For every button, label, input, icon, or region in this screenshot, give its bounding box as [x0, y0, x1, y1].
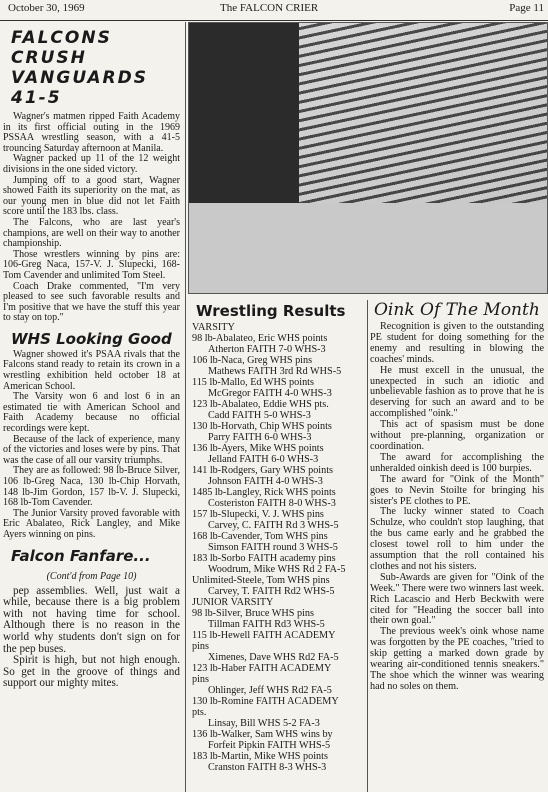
result-line: 1485 lb-Langley, Rick WHS points — [192, 487, 336, 498]
issue-date: October 30, 1969 — [8, 2, 85, 14]
paragraph: Wagner packed up 11 of the 12 weight divisions in the one sided victory. — [3, 153, 180, 175]
result-line: Johnson FAITH 4-0 WHS-3 — [208, 476, 323, 487]
result-line: Atherton FAITH 7-0 WHS-3 — [208, 344, 326, 355]
results-column — [192, 300, 365, 792]
headline-line-1: FALCONS CRUSH — [11, 28, 112, 68]
paragraph: pep assemblies. Well, just wait a while, because there is a big problem with not having time for school. Although there is no reason in the world why students don't sign on for the pep buses. — [3, 584, 180, 655]
paragraph: Wagner's matmen ripped Faith Academy in its first official outing in the 1969 PSSAA wrestling season, with a 41-5 trouncing Saturday afternoon at Manila. — [3, 111, 180, 154]
oink-article — [370, 322, 544, 693]
oink-title: Oink Of The Month — [374, 300, 540, 320]
result-line: Parry FAITH 6-0 WHS-3 — [208, 432, 312, 443]
result-line: Costeriston FAITH 8-0 WHS-3 — [208, 498, 336, 509]
result-line: 98 lb-Abalateo, Eric WHS points — [192, 333, 328, 344]
paragraph: The Junior Varsity proved favorable with Eric Abalateo, Rick Langley, and Mike Ayers winning on pins. — [3, 507, 180, 540]
result-line: Ohlinger, Jeff WHS Rd2 FA-5 — [208, 685, 332, 696]
paragraph: He must excell in the unusual, the unexpected in such an idiotic and unbelievable fashion as to prove that he is deserving for such an award and to be accomplished "oink." — [370, 364, 544, 420]
result-line: VARSITY — [192, 322, 235, 333]
newspaper-name: The FALCON CRIER — [220, 2, 319, 14]
headline-falcon-fanfare: Falcon Fanfare... — [11, 546, 151, 565]
paragraph: The award for accomplishing the unheralded oinkish deed is 100 burpies. — [370, 451, 544, 474]
paragraph: Spirit is high, but not high enough. So get in the groove of things and support our mighty mites. — [3, 654, 180, 690]
paragraph: Those wrestlers winning by pins are: 106-Greg Naca, 157-V. J. Slupecki, 168-Tom Cavender and unlimited Tom Steel. — [3, 248, 180, 281]
paragraph: Jumping off to a good start, Wagner showed Faith its superiority on the mat, as our young men in blue did not let Faith score until the 183 lbs. class. — [3, 174, 180, 218]
result-line: 130 lb-Romine FAITH ACADEMY — [192, 696, 339, 707]
results-list — [192, 322, 365, 773]
column-divider-1 — [185, 22, 186, 792]
article-falcon-fanfare — [3, 586, 180, 690]
result-line: Forfeit Pipkin FAITH WHS-5 — [208, 740, 331, 751]
result-line: Simson FAITH round 3 WHS-5 — [208, 542, 338, 553]
result-line: JUNIOR VARSITY — [192, 597, 274, 608]
result-line: 168 lb-Cavender, Tom WHS pins — [192, 531, 328, 542]
result-line: 136 lb-Walker, Sam WHS wins by — [192, 729, 333, 740]
result-line: pins — [192, 641, 209, 652]
result-line: pins — [192, 674, 209, 685]
article-falcons-crush — [3, 112, 180, 324]
result-line: 115 lb-Mallo, Ed WHS points — [192, 377, 314, 388]
paragraph: The award for "Oink of the Month" goes to Nevin Stoilte for bringing his sister's PE clothes to PE. — [370, 473, 544, 507]
result-line: McGregor FAITH 4-0 WHS-3 — [208, 388, 332, 399]
result-line: pts. — [192, 707, 207, 718]
result-line: 106 lb-Naca, Greg WHS pins — [192, 355, 313, 366]
result-line: Unlimited-Steele, Tom WHS pins — [192, 575, 330, 586]
headline-whs-looking-good: WHS Looking Good — [11, 329, 172, 348]
paragraph: Coach Drake commented, "I'm very pleased to see such favorable results and I'm positive that we have the stuff this year to stay on top." — [3, 280, 180, 324]
paragraph: Because of the lack of experience, many of the victories and loses were by pins. That was the case of all our varsity triumphs. — [3, 433, 180, 466]
result-line: Cranston FAITH 8-3 WHS-3 — [208, 762, 327, 773]
paragraph: The lucky winner stated to Coach Schulze, who couldn't stop laughing, that the bus came early and he grabbed the closest towel roll to him under the assumption that the roll contained his clothes and not his sisters. — [370, 506, 544, 572]
paragraph: The Varsity won 6 and lost 6 in an estimated tie with American School and Faith Academy because no official recordings were kept. — [3, 391, 180, 435]
result-line: 123 lb-Abalateo, Eddie WHS pts. — [192, 399, 329, 410]
result-line: 157 lb-Slupecki, V. J. WHS pins — [192, 509, 324, 520]
result-line: Jelland FAITH 6-0 WHS-3 — [208, 454, 319, 465]
results-title: Wrestling Results — [196, 302, 346, 320]
result-line: 183 lb-Martin, Mike WHS points — [192, 751, 328, 762]
result-line: Woodrum, Mike WHS Rd 2 FA-5 — [208, 564, 346, 575]
result-line: 141 lb-Rodgers, Gary WHS points — [192, 465, 334, 476]
photo-bleachers — [189, 23, 299, 203]
headline-falcons-crush — [11, 28, 180, 108]
result-line: 123 lb-Haber FAITH ACADEMY — [192, 663, 332, 674]
result-line: Cadd FAITH 5-0 WHS-3 — [208, 410, 311, 421]
result-line: Ximenes, Dave WHS Rd2 FA-5 — [208, 652, 339, 663]
result-line: 98 lb-Silver, Bruce WHS pins — [192, 608, 314, 619]
result-line: Mathews FAITH 3rd Rd WHS-5 — [208, 366, 342, 377]
paragraph: Recognition is given to the outstanding PE student for doing something for the enemy and resulting in blowing the coaches' minds. — [370, 321, 544, 365]
result-line: Carvey, C. FAITH Rd 3 WHS-5 — [208, 520, 339, 531]
paragraph: Wagner showed it's PSAA rivals that the Falcons stand ready to retain its crown in a wrestling exhibition held october 18 at American School. — [3, 348, 180, 392]
continued-note: (Cont'd from Page 10) — [46, 570, 137, 582]
left-column — [3, 22, 180, 792]
article-whs-looking-good — [3, 350, 180, 541]
result-line: Tillman FAITH Rd3 WHS-5 — [208, 619, 325, 630]
oink-column — [370, 300, 544, 792]
result-line: 115 lb-Hewell FAITH ACADEMY — [192, 630, 336, 641]
result-line: 183 lb-Sorbo FAITH academy pins — [192, 553, 336, 564]
column-divider-2 — [367, 300, 368, 792]
paragraph: The previous week's oink whose name was forgotten by the PE coaches, "tried to skip getting a marked down grade by wearing air-conditioned tennis sneakers." The shoe which the winner was wearing had no soles on them. — [370, 626, 544, 692]
page-number: Page 11 — [509, 2, 544, 14]
paragraph: They are as followed: 98 lb-Bruce Silver, 106 lb-Greg Naca, 130 lb-Chip Horvath, 148 lb-Jim Gordon, 157 lb-V. J. Slupecki, 168 lb-Tom Cavender. — [3, 465, 180, 509]
headline-line-2: VANGUARDS 41-5 — [11, 68, 148, 108]
page-header — [2, 2, 544, 16]
paragraph: Sub-Awards are given for "Oink of the Week." There were two winners last week. Rich Lacascio and Herb Beckwith were cited for "Heading the soccer ball into their own goal." — [370, 571, 544, 627]
result-line: 130 lb-Horvath, Chip WHS points — [192, 421, 332, 432]
result-line: 136 lb-Ayers, Mike WHS points — [192, 443, 324, 454]
result-line: Linsay, Bill WHS 5-2 FA-3 — [208, 718, 320, 729]
photo-mat — [189, 203, 547, 293]
paragraph: The Falcons, who are last year's champions, are well on their way to another championship. — [3, 216, 180, 250]
paragraph: This act of spasism must be done without pre-planning, organization or coordination. — [370, 419, 544, 452]
result-line: Carvey, T. FAITH Rd2 WHS-5 — [208, 586, 335, 597]
header-rule — [0, 20, 548, 21]
wrestling-photo — [188, 22, 548, 294]
